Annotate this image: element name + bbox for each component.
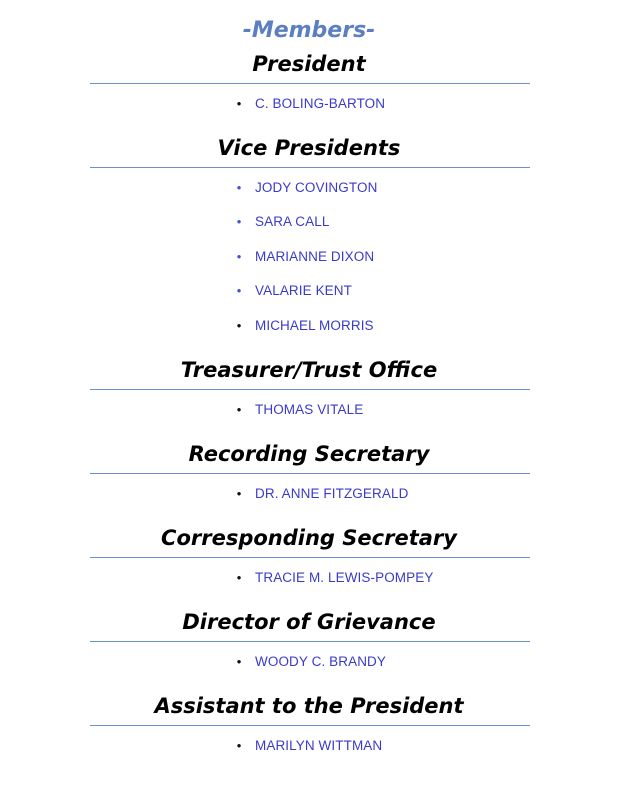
- bullet-icon: •: [236, 283, 242, 299]
- bullet-icon: •: [236, 248, 242, 264]
- member-name: C. BOLING-BARTON: [255, 96, 386, 111]
- list-item: [0, 401, 618, 435]
- list-item: [0, 95, 618, 129]
- section-divider: [90, 389, 530, 390]
- member-name: MARIANNE DIXON: [255, 248, 375, 264]
- section-heading: Recording Secretary: [188, 442, 430, 466]
- member-list: [0, 485, 618, 519]
- section-heading: Corresponding Secretary: [161, 526, 457, 550]
- list-item: [0, 213, 618, 247]
- member-list: [0, 737, 618, 771]
- member-name: JODY COVINGTON: [255, 180, 378, 195]
- section-divider: [90, 473, 530, 474]
- member-list: [0, 401, 618, 435]
- section-divider: [90, 83, 530, 84]
- page-title: -Members-: [242, 18, 376, 43]
- section-heading: President: [252, 52, 366, 76]
- member-name: MARILYN WITTMAN: [255, 738, 383, 753]
- bullet-icon: •: [236, 738, 242, 753]
- list-item: [0, 179, 618, 213]
- bullet-icon: •: [236, 214, 242, 230]
- bullet-icon: •: [236, 402, 242, 417]
- section-divider: [90, 557, 530, 558]
- section-divider: [90, 641, 530, 642]
- section-heading: Treasurer/Trust Office: [180, 358, 438, 382]
- list-item: [0, 653, 618, 687]
- member-list: [0, 95, 618, 129]
- member-list: [0, 653, 618, 687]
- bullet-icon: •: [236, 96, 242, 111]
- bullet-icon: •: [236, 486, 242, 501]
- bullet-icon: •: [236, 180, 242, 195]
- member-name: VALARIE KENT: [255, 283, 352, 299]
- list-item: [0, 737, 618, 771]
- list-item: [0, 282, 618, 316]
- member-name: WOODY C. BRANDY: [255, 654, 387, 669]
- section-heading: Vice Presidents: [217, 136, 401, 160]
- bullet-icon: •: [236, 570, 242, 585]
- section-heading: Assistant to the President: [154, 694, 464, 718]
- member-name: SARA CALL: [255, 214, 330, 230]
- bullet-icon: •: [236, 654, 242, 669]
- section-heading: Director of Grievance: [182, 610, 436, 634]
- member-list: [0, 179, 618, 351]
- section-divider: [90, 167, 530, 168]
- member-name: THOMAS VITALE: [255, 402, 364, 417]
- member-name: DR. ANNE FITZGERALD: [255, 486, 409, 501]
- bullet-icon: •: [236, 317, 242, 333]
- list-item: [0, 485, 618, 519]
- list-item: [0, 569, 618, 603]
- list-item: [0, 248, 618, 282]
- section-divider: [90, 725, 530, 726]
- member-list: [0, 569, 618, 603]
- list-item: [0, 317, 618, 351]
- member-name: TRACIE M. LEWIS-POMPEY: [255, 570, 434, 585]
- member-name: MICHAEL MORRIS: [255, 317, 374, 333]
